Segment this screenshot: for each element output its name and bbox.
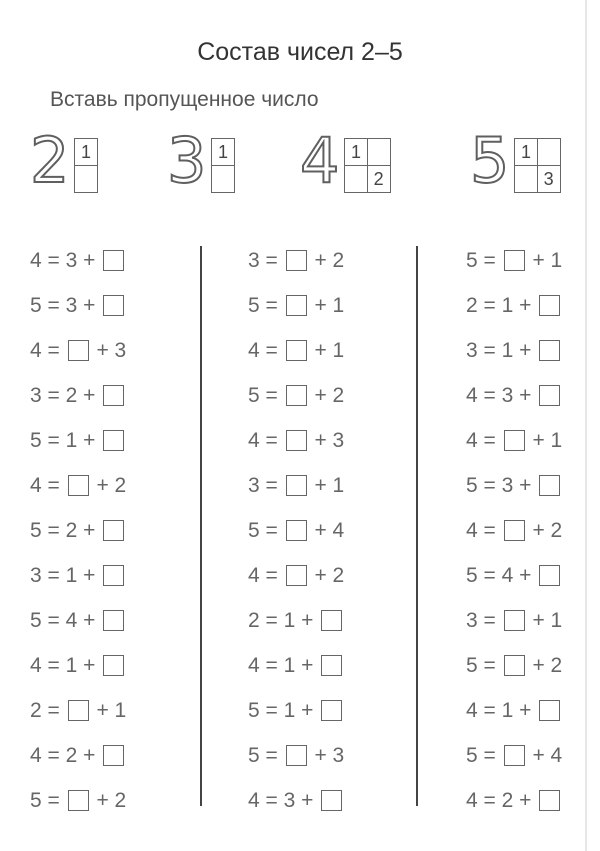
equation-text: 3 = <box>248 473 284 497</box>
equation-row <box>248 283 344 328</box>
equation-text: 5 = 4 + <box>30 608 102 632</box>
answer-box[interactable] <box>539 700 560 721</box>
equation-row <box>466 328 562 373</box>
composition-number: 5 <box>470 124 510 197</box>
equation-text: + 1 <box>308 473 345 497</box>
composition-cell: 1 <box>74 138 98 166</box>
equation-text: 5 = 1 + <box>30 428 102 452</box>
equation-text: 3 = 1 + <box>30 563 102 587</box>
equation-text: + 2 <box>526 653 563 677</box>
answer-box[interactable] <box>68 475 89 496</box>
composition-cell: 3 <box>537 165 561 193</box>
equation-text: 5 = 3 + <box>30 293 102 317</box>
answer-box[interactable] <box>286 565 307 586</box>
equation-text: 3 = <box>248 248 284 272</box>
composition-number: 4 <box>300 124 340 197</box>
composition-cell[interactable] <box>344 165 368 193</box>
answer-box[interactable] <box>321 790 342 811</box>
answer-box[interactable] <box>68 790 89 811</box>
answer-box[interactable] <box>504 430 525 451</box>
equation-row <box>466 733 562 778</box>
equation-row <box>30 328 126 373</box>
equation-row <box>248 418 344 463</box>
answer-box[interactable] <box>286 295 307 316</box>
equation-text: 2 = 1 + <box>248 608 320 632</box>
equation-text: 4 = <box>248 338 284 362</box>
equation-row <box>248 463 344 508</box>
equation-row <box>466 418 562 463</box>
equation-text: 5 = <box>466 248 502 272</box>
equation-text: 4 = <box>466 428 502 452</box>
column-divider <box>416 246 418 806</box>
equation-text: + 1 <box>526 428 563 452</box>
worksheet-title: Состав чисел 2–5 <box>197 38 403 66</box>
equation-text: + 2 <box>90 788 127 812</box>
page-edge-line <box>585 0 587 851</box>
equation-row <box>30 688 126 733</box>
answer-box[interactable] <box>103 655 124 676</box>
equation-row <box>30 598 126 643</box>
equation-row <box>466 373 562 418</box>
equation-text: + 4 <box>308 518 345 542</box>
equation-text: + 1 <box>526 608 563 632</box>
answer-box[interactable] <box>539 790 560 811</box>
equation-text: + 2 <box>308 248 345 272</box>
composition-cell: 1 <box>344 138 368 166</box>
equation-text: + 4 <box>526 743 563 767</box>
composition-cell[interactable] <box>537 138 561 166</box>
equation-row <box>30 463 126 508</box>
equation-row <box>30 553 126 598</box>
equation-text: 5 = <box>30 788 66 812</box>
equation-row <box>30 733 126 778</box>
equation-text: + 3 <box>90 338 127 362</box>
answer-box[interactable] <box>321 700 342 721</box>
answer-box[interactable] <box>504 745 525 766</box>
composition-cell: 1 <box>514 138 538 166</box>
composition-cell[interactable] <box>211 165 235 193</box>
equation-text: 4 = <box>466 518 502 542</box>
column-divider <box>200 246 202 806</box>
composition-cell[interactable] <box>367 138 391 166</box>
equation-text: 3 = 1 + <box>466 338 538 362</box>
equation-column-2 <box>248 238 344 823</box>
equation-row <box>30 508 126 553</box>
equation-text: 5 = <box>248 743 284 767</box>
equation-text: + 1 <box>90 698 127 722</box>
answer-box[interactable] <box>286 745 307 766</box>
answer-box[interactable] <box>504 610 525 631</box>
equation-row <box>466 508 562 553</box>
composition-cell: 1 <box>211 138 235 166</box>
equation-text: 5 = <box>248 518 284 542</box>
equation-text: + 2 <box>90 473 127 497</box>
answer-box[interactable] <box>103 250 124 271</box>
composition-cell[interactable] <box>74 165 98 193</box>
answer-box[interactable] <box>504 520 525 541</box>
equation-row <box>248 688 344 733</box>
equation-row <box>30 643 126 688</box>
answer-box[interactable] <box>68 700 89 721</box>
answer-box[interactable] <box>539 475 560 496</box>
answer-box[interactable] <box>286 340 307 361</box>
answer-box[interactable] <box>321 655 342 676</box>
equation-column-3 <box>466 238 562 823</box>
equation-row <box>248 643 344 688</box>
equation-text: 4 = 1 + <box>30 653 102 677</box>
equation-row <box>248 553 344 598</box>
composition-cell[interactable] <box>514 165 538 193</box>
equation-row <box>248 598 344 643</box>
answer-box[interactable] <box>103 520 124 541</box>
equation-text: 5 = <box>248 383 284 407</box>
answer-box[interactable] <box>539 385 560 406</box>
equation-text: + 3 <box>308 743 345 767</box>
equation-text: 4 = 3 + <box>466 383 538 407</box>
equation-text: 3 = <box>466 608 502 632</box>
equation-row <box>248 328 344 373</box>
answer-box[interactable] <box>286 475 307 496</box>
equation-row <box>466 463 562 508</box>
equation-text: + 2 <box>308 563 345 587</box>
answer-box[interactable] <box>286 250 307 271</box>
composition-cell: 2 <box>367 165 391 193</box>
equation-row <box>248 733 344 778</box>
answer-box[interactable] <box>103 610 124 631</box>
equation-text: + 1 <box>308 338 345 362</box>
instruction-text: Вставь пропущенное число <box>50 88 319 111</box>
answer-box[interactable] <box>103 565 124 586</box>
equation-row <box>466 598 562 643</box>
equation-text: 2 = <box>30 698 66 722</box>
equation-text: 5 = 3 + <box>466 473 538 497</box>
equation-row <box>466 778 562 823</box>
answer-box[interactable] <box>504 250 525 271</box>
equation-text: + 1 <box>526 248 563 272</box>
answer-box[interactable] <box>321 610 342 631</box>
equation-text: 4 = 1 + <box>466 698 538 722</box>
equation-row <box>248 778 344 823</box>
equation-row <box>30 373 126 418</box>
equation-text: 5 = 1 + <box>248 698 320 722</box>
equation-row <box>248 373 344 418</box>
equation-row <box>466 283 562 328</box>
answer-box[interactable] <box>504 655 525 676</box>
equation-text: 5 = 2 + <box>30 518 102 542</box>
answer-box[interactable] <box>68 340 89 361</box>
equation-text: 4 = <box>248 563 284 587</box>
answer-box[interactable] <box>286 430 307 451</box>
equation-text: 2 = 1 + <box>466 293 538 317</box>
equation-column-1 <box>30 238 126 823</box>
equation-text: 4 = 1 + <box>248 653 320 677</box>
composition-number: 2 <box>30 124 70 197</box>
equation-text: + 1 <box>308 293 345 317</box>
equation-text: 5 = <box>466 653 502 677</box>
equation-row <box>248 508 344 553</box>
answer-box[interactable] <box>539 340 560 361</box>
equation-text: 4 = <box>30 338 66 362</box>
answer-box[interactable] <box>103 430 124 451</box>
equation-row <box>466 553 562 598</box>
equation-row <box>466 238 562 283</box>
answer-box[interactable] <box>103 385 124 406</box>
equation-text: 5 = 4 + <box>466 563 538 587</box>
equation-text: + 2 <box>308 383 345 407</box>
answer-box[interactable] <box>286 520 307 541</box>
equation-text: 4 = <box>30 473 66 497</box>
answer-box[interactable] <box>103 295 124 316</box>
equation-text: 5 = <box>466 743 502 767</box>
equation-row <box>466 688 562 733</box>
equation-text: 4 = 3 + <box>248 788 320 812</box>
equation-text: 5 = <box>248 293 284 317</box>
equation-text: 4 = 2 + <box>30 743 102 767</box>
equation-row <box>248 238 344 283</box>
equation-row <box>30 778 126 823</box>
equation-text: 3 = 2 + <box>30 383 102 407</box>
equation-row <box>30 283 126 328</box>
equation-text: + 2 <box>526 518 563 542</box>
answer-box[interactable] <box>539 295 560 316</box>
composition-number: 3 <box>167 124 207 197</box>
equation-text: + 3 <box>308 428 345 452</box>
equation-row <box>466 643 562 688</box>
equation-text: 4 = 2 + <box>466 788 538 812</box>
equation-row <box>30 238 126 283</box>
answer-box[interactable] <box>286 385 307 406</box>
answer-box[interactable] <box>539 565 560 586</box>
equation-text: 4 = 3 + <box>30 248 102 272</box>
equation-text: 4 = <box>248 428 284 452</box>
equation-row <box>30 418 126 463</box>
answer-box[interactable] <box>103 745 124 766</box>
